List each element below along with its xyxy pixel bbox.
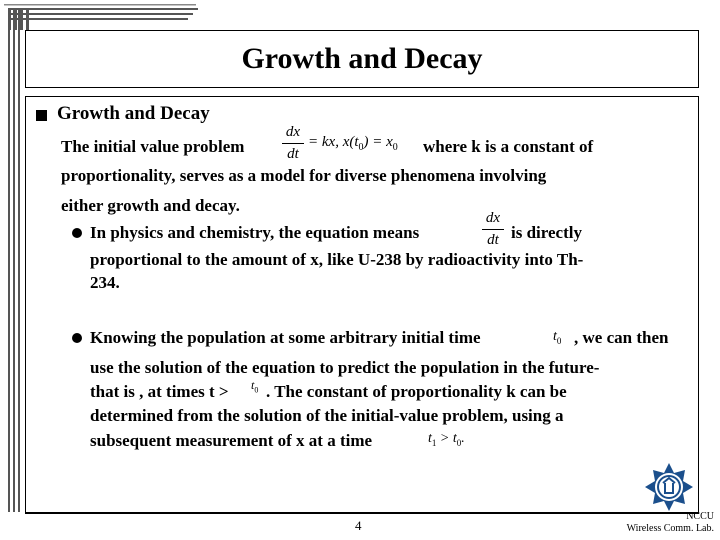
footer-caption-lab: Wireless Comm. Lab. [626, 523, 714, 534]
equation-rhs: = kx, $x(t_0) = x_0$ [308, 134, 398, 153]
bullet1-fraction-denominator: dt [487, 232, 499, 248]
page-number: 4 [355, 518, 362, 533]
bullet2-line3-suffix: . The constant of proportionality k can be [266, 382, 567, 401]
intro-line3: either growth and decay. [61, 196, 240, 215]
footer-caption-org: NCCU [686, 511, 714, 522]
footer-divider [25, 512, 699, 513]
equation-numerator: dx [285, 124, 301, 140]
bullet2-line3-prefix: that is , at times t > [90, 382, 229, 401]
left-stripes-decoration [0, 0, 22, 512]
intro-line1-suffix: where k is a constant of [423, 137, 594, 156]
bullet1-fraction [482, 210, 504, 249]
bullet1-fraction-numerator: dx [485, 210, 501, 226]
nccu-logo-icon [643, 461, 695, 513]
bullet2-line2: use the solution of the equation to predict the population in the future- [90, 358, 600, 377]
equation-fraction [282, 124, 304, 163]
intro-line2: proportionality, serves as a model for diverse phenomena involving [61, 166, 547, 185]
corner-stripes-decoration [0, 0, 200, 30]
title-box [25, 30, 699, 88]
t0-symbol-small: $t_0$ [251, 378, 259, 395]
bullet2-line1-prefix: Knowing the population at some arbitrary initial time [90, 328, 481, 347]
intro-line1-prefix: The initial value problem [61, 137, 245, 156]
bullet2-line1-suffix: , we can then [574, 328, 669, 347]
bullet-dot-icon [72, 228, 82, 238]
bullet2-line4: determined from the solution of the initial-value problem, using a [90, 406, 564, 425]
bullet-dot-icon [72, 333, 82, 343]
bullet1-line3: 234. [90, 273, 120, 292]
equation-denominator: dt [287, 146, 299, 162]
t0-symbol: $t_0$ [553, 329, 562, 346]
square-bullet-icon [36, 110, 47, 121]
bullet1-line1-prefix: In physics and chemistry, the equation means [90, 223, 420, 242]
t1-inequality: $t_1 > t_0$. [428, 431, 465, 448]
bullet2-line5-prefix: subsequent measurement of x at a time [90, 431, 373, 450]
content-box [25, 96, 699, 514]
section-heading: Growth and Decay [57, 103, 210, 124]
bullet1-line1-suffix: is directly [511, 223, 582, 242]
footer-caption [627, 511, 714, 535]
slide-title: Growth and Decay [241, 42, 483, 75]
bullet1-line2: proportional to the amount of x, like U-238 by radioactivity into Th- [90, 250, 584, 269]
